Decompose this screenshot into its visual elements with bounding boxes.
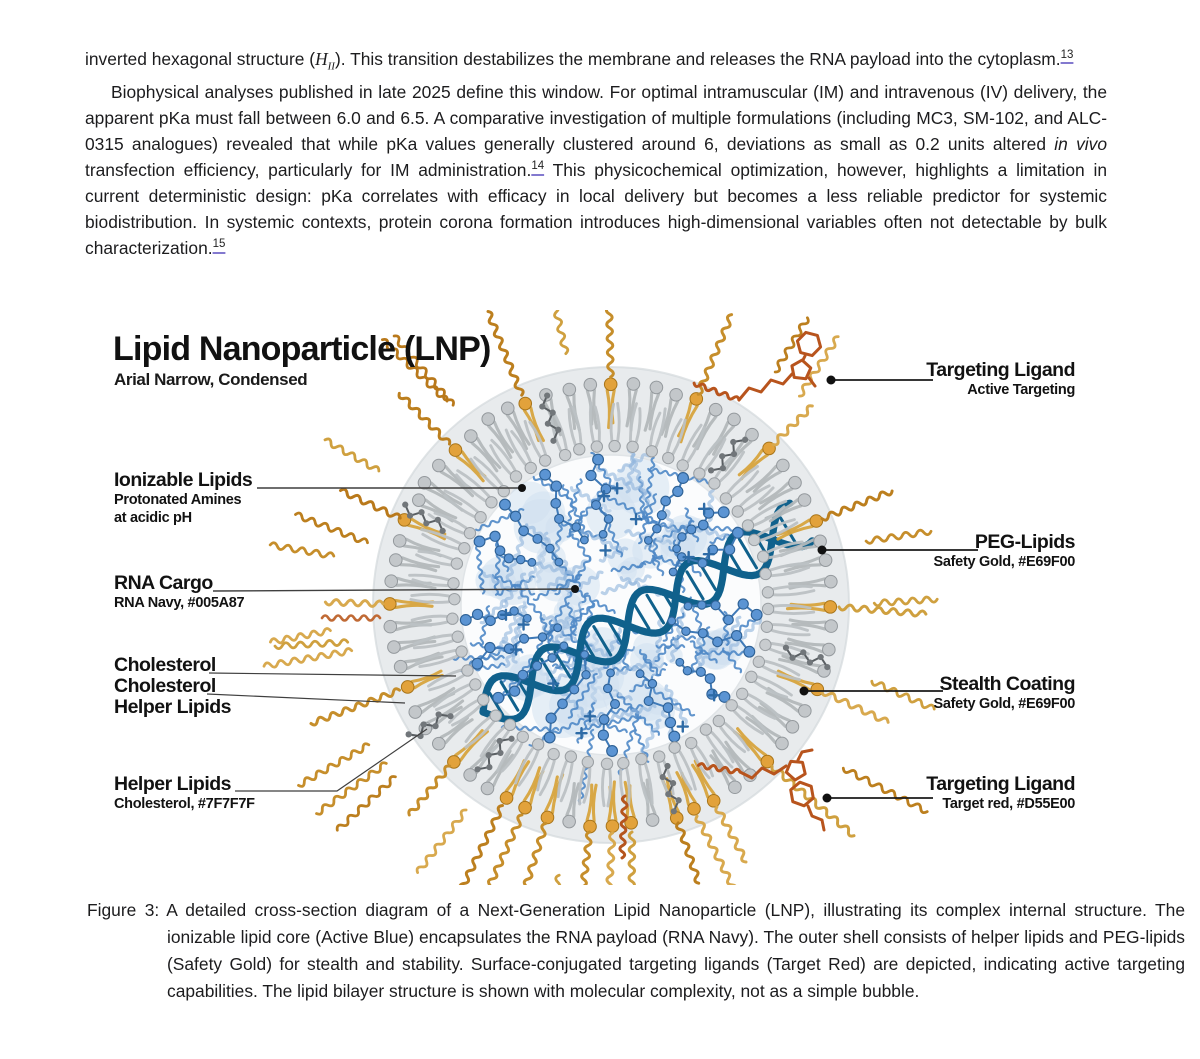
caption-label: Figure 3:	[87, 900, 160, 920]
text-run: This physicochemical optimization, however, highlights a limitation in current deterministic design: pKa correlates with efficacy in local delivery but becomes a less reliable predictor for systemic biodistribution. In systemic contexts, protein corona formation introduces high-dimensional variables often not detectable by bulk characterization.	[85, 160, 1108, 259]
text-run: Biophysical analyses published in late 2025 define this window. For optimal intramuscular (IM) and intravenous (IV) delivery, the apparent pKa must fall between 6.0 and 6.5. A comparative investigation of multiple formulations (including MC3, SM-102, and ALC-0315 analogues) revealed that while pKa values generally clustered around 6, deviations as small as 0.2 units altered	[85, 82, 1107, 155]
leader-line-cholesterol-2	[207, 694, 405, 703]
leader-line-helper-lipids	[235, 729, 427, 791]
label-main: Cholesterol	[114, 654, 216, 676]
figure-caption	[87, 897, 1185, 1005]
figure-label-stealth-coating	[934, 674, 1075, 713]
label-sub: Active Targeting	[967, 382, 1075, 398]
figure-label-peg-lipids	[934, 532, 1075, 571]
text-run: ). This transition destabilizes the membrane and releases the RNA payload into the cytoplasm.	[334, 49, 1061, 69]
paragraph-2	[85, 79, 1107, 261]
text-run: inverted hexagonal structure (	[85, 49, 316, 69]
label-main: Stealth Coating	[939, 673, 1075, 695]
figure-label-targeting-ligand-bottom	[926, 774, 1075, 813]
leader-dot-peg-lipids	[818, 546, 827, 555]
footnote-ref-14[interactable]: 14	[531, 160, 545, 173]
figure-label-ionizable-lipids	[114, 470, 252, 527]
label-sub: Target red, #D55E00	[942, 796, 1075, 812]
label-main: Targeting Ligand	[926, 359, 1075, 381]
label-main: Helper Lipids	[114, 773, 232, 795]
figure-label-targeting-ligand-top	[926, 360, 1075, 399]
label-main: PEG-Lipids	[974, 531, 1075, 553]
label-sub: at acidic pH	[114, 510, 192, 526]
footnote-ref-15[interactable]: 15	[212, 238, 226, 251]
leader-dot-targeting-ligand-top	[827, 376, 836, 385]
italic-text: in vivo	[1054, 134, 1107, 155]
math-variable: $H_{II}$	[315, 49, 335, 73]
label-main: Helper Lipids	[114, 696, 232, 718]
figure-title: Lipid Nanoparticle (LNP)	[113, 330, 491, 368]
leader-dot-rna-cargo	[571, 585, 579, 593]
figure-label-cholesterol-group	[114, 655, 231, 718]
leader-dot-targeting-ligand-bottom	[823, 794, 832, 803]
label-main: RNA Cargo	[114, 572, 213, 594]
leader-dot-stealth-coating	[800, 687, 809, 696]
figure-label-rna-cargo	[114, 573, 244, 612]
label-sub: Safety Gold, #E69F00	[933, 696, 1075, 712]
figure-subtitle: Arial Narrow, Condensed	[114, 370, 308, 389]
text-run: transfection efficiency, particularly for IM administration.	[85, 160, 532, 181]
label-sub: Cholesterol, #7F7F7F	[114, 796, 255, 812]
footnote-ref-13[interactable]: 13	[1060, 49, 1074, 62]
label-main: Ionizable Lipids	[114, 469, 253, 491]
lnp-figure	[85, 310, 1115, 885]
label-main: Cholesterol	[114, 675, 216, 697]
label-sub: Safety Gold, #E69F00	[933, 554, 1075, 570]
label-sub: Protonated Amines	[114, 492, 242, 508]
label-sub: RNA Navy, #005A87	[114, 595, 245, 611]
body-text	[85, 46, 1107, 261]
label-main: Targeting Ligand	[926, 773, 1075, 795]
caption-text: A detailed cross-section diagram of a Next-Generation Lipid Nanoparticle (LNP), illustrating its complex internal structure. The ionizable lipid core (Active Blue) encapsulates the RNA payload (RNA Navy). The outer shell consists of helper lipids and PEG-lipids (Safety Gold) for stealth and stability. Surface-conjugated targeting ligands (Target Red) are depicted, indicating active targeting capabilities. The lipid bilayer structure is shown with molecular complexity, not as a simple bubble.	[166, 900, 1185, 1001]
figure-label-helper-lipids	[114, 774, 255, 813]
leader-dot-ionizable-lipids	[518, 484, 526, 492]
paragraph-1	[85, 46, 1107, 79]
